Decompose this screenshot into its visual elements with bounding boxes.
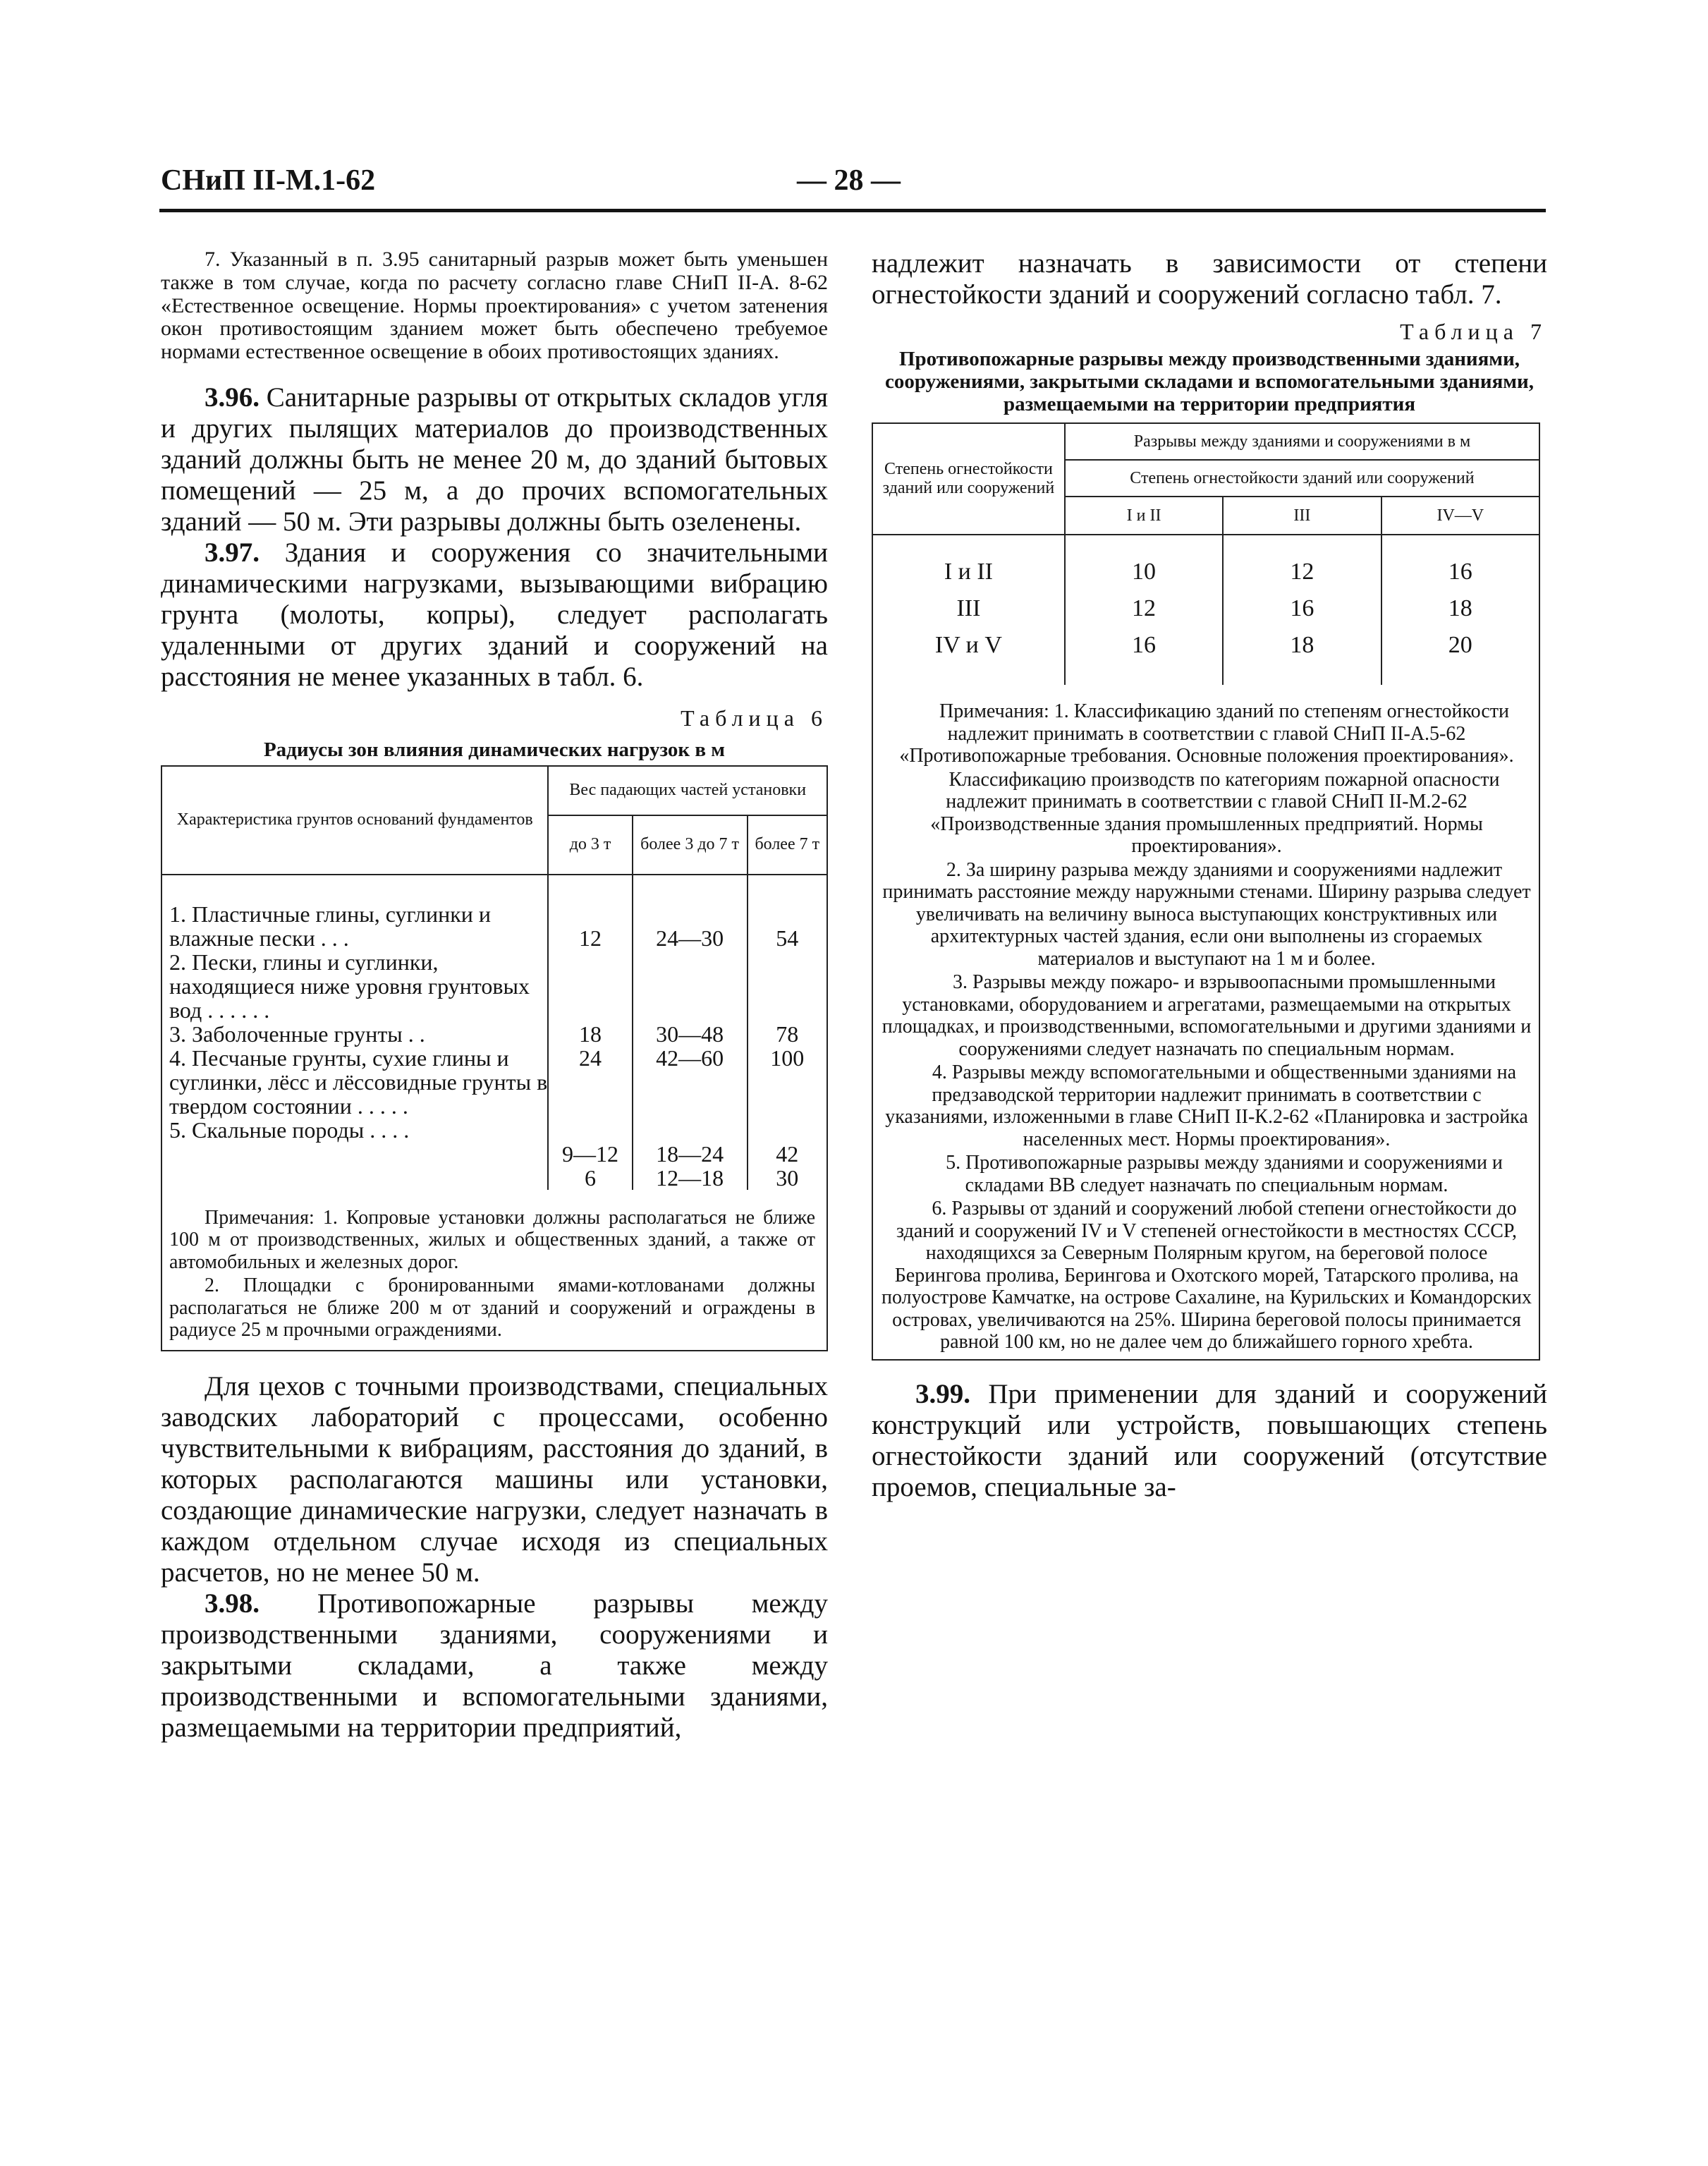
document-code: СНиП II-М.1-62 <box>161 164 376 197</box>
table-7-note: Классификацию производств по категориям пожарной опасности надлежит принимать в соответствии с главой СНиП II-М.2-62 «Производственные здания промышленных предприятий. Нормы проектирования». <box>930 768 1500 857</box>
table-7-note: 4. Разрывы между вспомогательными и общественными зданиями на предзаводской территории надлежит принимать в соответствии с указаниями, изложенными в главе СНиП II-К.2-62 «Планировка и застройка населенных мест. Нормы проектирования». <box>885 1061 1528 1150</box>
table-row: I и II <box>944 559 994 585</box>
table-7-caption: Таблица 7 <box>1400 319 1547 344</box>
table-cell: 9—12 <box>562 1140 619 1167</box>
table-cell: 12 <box>579 925 602 951</box>
header-rule <box>159 209 1546 212</box>
clause-text: Противопожарные разрывы между производственными зданиями, сооружениями и закрытыми складами, а также между производственными и вспомогательными зданиями, размещаемыми на территории предприятий, <box>161 1588 828 1743</box>
table-7-head-sub: Степень огнестойкости зданий или сооружений <box>1065 460 1539 497</box>
table-cell: 42 <box>776 1140 799 1167</box>
table-cell: 10 <box>1132 559 1157 585</box>
table-7-col1-values <box>1065 535 1223 685</box>
table-7-note: Примечания: 1. Классификацию зданий по степеням огнестойкости надлежит принимать в соответствии с главой СНиП II-А.5-62 «Противопожарные требования. Основные положения проектирования». <box>899 700 1514 767</box>
table-7-notes <box>872 685 1539 1360</box>
clause-3-96 <box>161 382 828 537</box>
clause-number: 3.97. <box>205 537 260 568</box>
table-6-col2-values <box>633 875 748 1190</box>
table-cell: 20 <box>1448 632 1472 658</box>
labs-paragraph: Для цехов с точными производствами, специальных заводских лабораторий с процессами, особенно чувствительными к вибрациям, расстояния до зданий, в которых располагаются машины или установки, создающие динамические нагрузки, следует назначать в каждом отдельном случае исходя из специальных расчетов, но не менее 50 м. <box>161 1370 828 1588</box>
clause-3-98 <box>161 1588 828 1744</box>
table-cell: 12 <box>1132 595 1157 621</box>
table-6-head-col1: до 3 т <box>548 815 632 875</box>
table-row: 3. Заболоченные грунты . . <box>169 1021 425 1047</box>
table-cell: 30—48 <box>656 1021 724 1047</box>
table-row: 5. Скальные породы . . . . <box>169 1117 410 1143</box>
table-cell: 16 <box>1448 559 1472 585</box>
table-6-caption: Таблица 6 <box>681 705 828 731</box>
table-row: III <box>956 595 981 621</box>
clause-text: Санитарные разрывы от открытых складов угля и других пылящих материалов до производственных зданий должны быть не менее 20 м, до зданий бытовых помещений — 25 м, а до прочих вспомогательных зданий — 50 м. Эти разрывы должны быть озеленены. <box>161 382 829 537</box>
table-6-title: Радиусы зон влияния динамических нагрузок в м <box>263 738 726 761</box>
table-6-head-weight: Вес падающих частей установки <box>548 766 827 815</box>
page-number: — 28 — <box>797 164 901 197</box>
table-7-head-col1: I и II <box>1065 497 1223 535</box>
table-7-row-names <box>872 535 1065 685</box>
note-7-paragraph: 7. Указанный в п. 3.95 санитарный разрыв может быть уменьшен также в том случае, когда по расчету согласно главе СНиП II-А. 8-62 «Естественное освещение. Нормы проектирования» с учетом затенения окон противостоящим зданием может быть обеспечено требуемое нормами естественное освещение в обоих противостоящих зданиях. <box>161 248 828 364</box>
table-cell: 12—18 <box>656 1164 724 1191</box>
table-7-col3-values <box>1381 535 1539 685</box>
continued-paragraph: надлежит назначать в зависимости от степени огнестойкости зданий и сооружений согласно табл. 7. <box>872 248 1547 310</box>
clause-number: 3.98. <box>205 1588 260 1619</box>
clause-3-97 <box>161 537 828 693</box>
table-cell: 18—24 <box>656 1140 724 1167</box>
table-cell: 54 <box>776 925 799 951</box>
table-7-title: Противопожарные разрывы между производственными зданиями, сооружениями, закрытыми складами и вспомогательными зданиями, размещаемыми на территории предприятия <box>885 348 1534 415</box>
table-6-head-soil: Характеристика грунтов оснований фундаментов <box>161 766 548 875</box>
clause-number: 3.99. <box>915 1378 970 1409</box>
table-cell: 16 <box>1132 632 1157 658</box>
table-7-note: 2. За ширину разрыва между зданиями и сооружениями надлежит принимать расстояние между наружными стенами. Ширину разрыва следует увеличивать на величину выноса выступающих конструктивных или архитектурных частей здания, если они выполнены из сгораемых материалов и выступают на 1 м и более. <box>882 858 1531 970</box>
table-row: IV и V <box>934 632 1002 658</box>
table-6-notes <box>161 1190 827 1351</box>
table-7-note: 3. Разрывы между пожаро- и взрывоопасными промышленными установками, оборудованием и агрегатами, размещаемыми на открытых площадках, и производственными, вспомогательными и другими зданиями и сооружениями следует назначать по специальным нормам. <box>882 971 1532 1060</box>
table-7-head-col2: III <box>1223 497 1381 535</box>
table-7-head-col3: IV—V <box>1381 497 1539 535</box>
right-column <box>872 248 1547 1503</box>
table-6-row-names <box>161 875 548 1190</box>
table-6-col1-values <box>548 875 632 1190</box>
table-row: 4. Песчаные грунты, сухие глины и суглинки, лёсс и лёссовидные грунты в твердом состоянии . . . . . <box>169 1045 548 1119</box>
table-6-note-2: 2. Площадки с бронированными ямами-котлованами должны располагаться не ближе 200 м от зданий и сооружений и ограждены в радиусе 25 м прочными ограждениями. <box>169 1274 815 1341</box>
clause-text: При применении для зданий и сооружений конструкций или устройств, повышающих степень огнестойкости зданий или сооружений (отсутствие проемов, специальные за- <box>872 1378 1548 1502</box>
table-cell: 16 <box>1290 595 1314 621</box>
table-cell: 18 <box>579 1021 602 1047</box>
table-6 <box>161 765 828 1351</box>
table-7-head-degree: Степень огнестойкости зданий или сооружений <box>872 423 1065 535</box>
clause-number: 3.96. <box>205 382 260 413</box>
table-7-col2-values <box>1223 535 1381 685</box>
table-7-note: 6. Разрывы от зданий и сооружений любой степени огнестойкости до зданий и сооружений IV и V степеней огнестойкости в местностях СССР, находящихся за Северным Полярным кругом, на береговой полосе Берингова пролива, Берингова и Охотского морей, Татарского пролива, на полуострове Камчатке, на острове Сахалине, на Курильских и Командорских островах, увеличиваются на 25%. Ширина береговой полосы принимается равной 100 км, но не далее чем до ближайшего горного хребта. <box>882 1198 1532 1353</box>
table-7 <box>872 422 1540 1361</box>
clause-3-99 <box>872 1379 1547 1503</box>
table-7-head-gaps: Разрывы между зданиями и сооружениями в м <box>1065 423 1539 460</box>
table-row: 2. Пески, глины и суглинки, находящиеся ниже уровня грунтовых вод . . . . . . <box>169 949 530 1023</box>
table-6-head-col2: более 3 до 7 т <box>633 815 748 875</box>
table-cell: 100 <box>770 1045 805 1071</box>
table-6-head-col3: более 7 т <box>748 815 827 875</box>
table-cell: 24—30 <box>656 925 724 951</box>
table-cell: 18 <box>1448 595 1472 621</box>
table-cell: 78 <box>776 1021 799 1047</box>
table-6-note-1: Примечания: 1. Копровые установки должны располагаться не ближе 100 м от производственных, жилых и общественных зданий, а также от автомобильных и железных дорог. <box>169 1206 815 1273</box>
table-cell: 12 <box>1290 559 1314 585</box>
table-row: 1. Пластичные глины, суглинки и влажные пески . . . <box>169 901 492 951</box>
table-cell: 18 <box>1290 632 1314 658</box>
clause-text: Здания и сооружения со значительными динамическими нагрузками, вызывающими вибрацию грунта (молоты, копры), следует располагать удаленными от других зданий и сооружений на расстояния не менее указанных в табл. 6. <box>161 537 829 692</box>
table-cell: 24 <box>579 1045 602 1071</box>
table-cell: 42—60 <box>656 1045 724 1071</box>
table-6-col3-values <box>748 875 827 1190</box>
table-7-note: 5. Противопожарные разрывы между зданиями и сооружениями и складами ВВ следует назначать по специальным нормам. <box>946 1152 1503 1196</box>
table-cell: 30 <box>776 1164 799 1191</box>
table-cell: 6 <box>585 1164 597 1191</box>
left-column <box>161 248 828 1744</box>
